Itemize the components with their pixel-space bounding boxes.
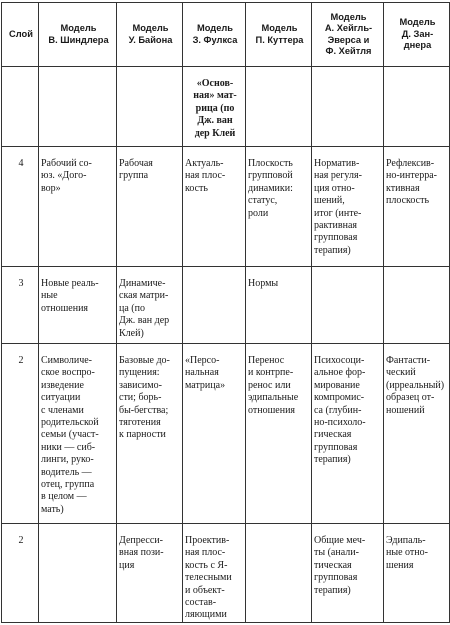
cell-text: Нормы	[248, 278, 279, 289]
cell-layer	[2, 344, 39, 524]
cell	[312, 524, 384, 623]
cell-layer	[2, 267, 39, 344]
cell	[312, 267, 384, 344]
cell	[117, 147, 183, 267]
cell-text: 2	[18, 355, 24, 366]
cell-text: Базовые до- пущения: зависимо- сти; борь- бы-бегства; тяготения к парности	[119, 355, 170, 441]
table-row	[2, 67, 450, 147]
header-layer: Слой	[2, 3, 39, 67]
cell-text: Рефлексив- но-интерра- ктивная плоскость	[386, 158, 437, 207]
cell	[246, 267, 312, 344]
cell	[384, 67, 450, 147]
cell-text: 2	[18, 535, 24, 546]
cell-text: Актуаль- ная плос- кость	[185, 158, 226, 194]
cell-text: Новые реаль- ные отношения	[41, 278, 99, 314]
cell-text: Эдипаль- ные отно- шения	[386, 535, 428, 571]
cell-layer	[2, 524, 39, 623]
cell-text: Фантасти- ческий (ирреальный) образец от- ношений	[386, 355, 445, 416]
header-kutter: Модель П. Куттера	[246, 3, 312, 67]
cell	[183, 524, 246, 623]
table-row	[2, 267, 450, 344]
cell-text: 3	[18, 278, 24, 289]
header-bion: Модель У. Байона	[117, 3, 183, 67]
cell	[312, 147, 384, 267]
cell	[183, 147, 246, 267]
cell-text: Общие меч- ты (анали- тическая групповая терапия)	[314, 535, 366, 596]
models-table	[1, 2, 450, 623]
cell-text: Динамиче- ская матри- ца (по Дж. ван дер Клей)	[119, 278, 170, 339]
cell-layer	[2, 147, 39, 267]
cell	[183, 344, 246, 524]
cell	[384, 344, 450, 524]
cell	[117, 524, 183, 623]
cell-text: Рабочий со- юз. «Дого- вор»	[41, 158, 92, 194]
cell	[39, 67, 117, 147]
cell	[384, 524, 450, 623]
cell-text: 4	[18, 158, 24, 169]
header-foulkes: Модель З. Фулкса	[183, 3, 246, 67]
table-row	[2, 147, 450, 267]
table-header-row	[2, 3, 450, 67]
cell-text: Плоскость групповой динамики: статус, роли	[248, 158, 293, 219]
cell-text: «Основ- ная» мат- рица (по Дж. ван дер Клей	[193, 78, 237, 139]
cell	[39, 147, 117, 267]
cell	[39, 267, 117, 344]
header-heigl-evers: Модель А. Хейгль- Эверса и Ф. Хейтля	[312, 3, 384, 67]
cell-text: Психосоци- альное фор- мирование компромис- са (глубин- но-психоло- гическая групповая терапия)	[314, 355, 366, 466]
cell-text: Рабочая группа	[119, 158, 153, 182]
cell-text: Символиче- ское воспро- изведение ситуации с членами родительской семьи (участ- ники — сиб- линги, руко- водитель — отец, группа в целом — мать)	[41, 355, 99, 515]
cell	[312, 344, 384, 524]
cell-text: Перенос и контрпе- ренос или эдипальные отношения	[248, 355, 299, 416]
cell	[246, 67, 312, 147]
cell	[246, 524, 312, 623]
cell	[117, 344, 183, 524]
cell	[117, 267, 183, 344]
cell	[384, 147, 450, 267]
cell-text: Проектив- ная плос- кость с Я- телесными и объект- состав- ляющими	[185, 535, 232, 621]
cell	[2, 67, 39, 147]
header-schindler: Модель В. Шиндлера	[39, 3, 117, 67]
header-sandner: Модель Д. Зан- днера	[384, 3, 450, 67]
cell	[246, 344, 312, 524]
table-row	[2, 524, 450, 623]
cell-text: «Персо- нальная матрица»	[185, 355, 226, 391]
cell	[39, 344, 117, 524]
cell-text: Норматив- ная регуля- ция отно- шений, итог (инте- рактивная групповая терапия)	[314, 158, 362, 256]
cell	[312, 67, 384, 147]
cell	[384, 267, 450, 344]
cell	[117, 67, 183, 147]
table-row	[2, 344, 450, 524]
cell	[39, 524, 117, 623]
cell	[183, 67, 246, 147]
cell	[183, 267, 246, 344]
cell-text: Депресси- вная пози- ция	[119, 535, 164, 571]
cell	[246, 147, 312, 267]
